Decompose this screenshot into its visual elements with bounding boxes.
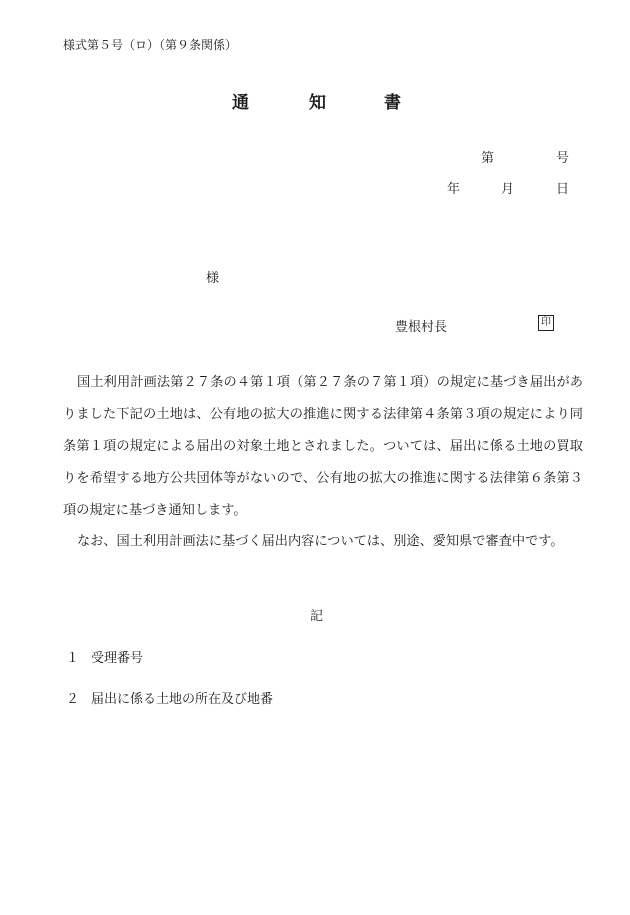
- form-label: 様式第５号（ロ）（第９条関係）: [63, 38, 238, 52]
- addressee-suffix: 様: [206, 271, 220, 286]
- item-2-number: ２: [66, 692, 80, 707]
- sender-name: 豊根村長: [395, 320, 448, 335]
- body-paragraph-1: 国土利用計画法第２７条の４第１項（第２７条の７第１項）の規定に基づき届出がありました下記の土地は、公有地の拡大の推進に関する法律第４条第３項の規定により同条第１項の規定による届出の対象土地とされました。ついては、届出に係る土地の買取りを希望する地方公共団体等がないので、公有地の拡大の推進に関する法律第６条第３項の規定に基づき通知します。: [63, 375, 583, 518]
- date-day: 日: [556, 182, 570, 197]
- date-month: 月: [501, 182, 515, 197]
- item-2-label: 届出に係る土地の所在及び地番: [91, 692, 274, 707]
- seal-mark: 印: [538, 315, 554, 331]
- body-paragraph-2: なお、国土利用計画法に基づく届出内容については、別途、愛知県で審査中です。: [77, 534, 564, 549]
- ki-heading: 記: [310, 609, 324, 624]
- number-dai: 第: [481, 151, 495, 166]
- item-1-number: １: [66, 651, 80, 666]
- item-1-label: 受理番号: [91, 651, 144, 666]
- title-char-2: 知: [309, 93, 326, 113]
- date-year: 年: [447, 182, 461, 197]
- title-char-1: 通: [232, 93, 249, 113]
- number-go: 号: [556, 151, 570, 166]
- title-char-3: 書: [384, 93, 401, 113]
